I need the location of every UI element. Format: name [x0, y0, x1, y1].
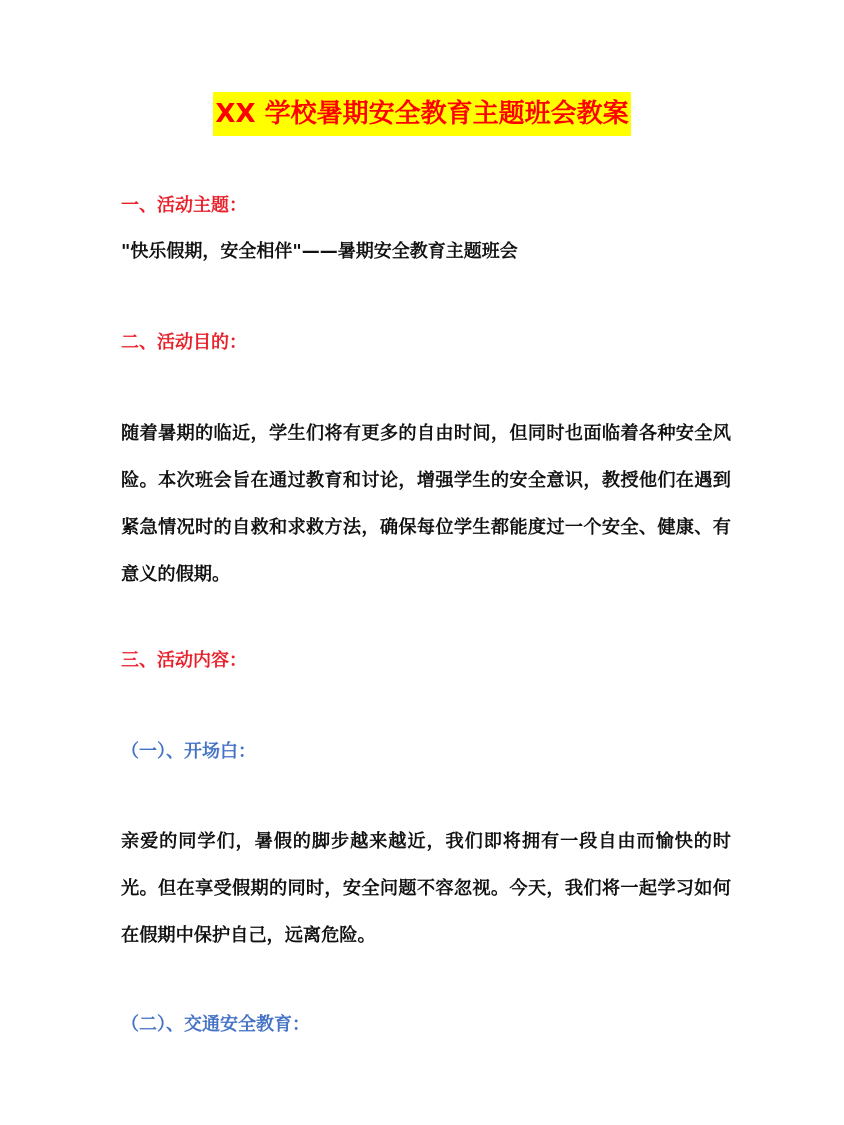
section-heading-purpose: 二、活动目的：: [121, 332, 247, 353]
purpose-paragraph: 随着暑期的临近，学生们将有更多的自由时间，但同时也面临着各种安全风险。本次班会旨在通过教育和讨论，增强学生的安全意识，教授他们在遇到紧急情况时的自救和求救方法，确保每位学生都能度过一个安全、健康、有意义的假期。: [121, 423, 731, 585]
subsection-heading-opening: （一）、开场白：: [121, 741, 256, 762]
document-title: XX 学校暑期安全教育主题班会教案: [213, 92, 630, 136]
subsection-heading-traffic-safety: （二）、交通安全教育：: [121, 1014, 310, 1035]
section-heading-content: 三、活动内容：: [121, 650, 247, 671]
opening-paragraph: 亲爱的同学们，暑假的脚步越来越近，我们即将拥有一段自由而愉快的时光。但在享受假期的同时，安全问题不容忽视。今天，我们将一起学习如何在假期中保护自己，远离危险。: [121, 831, 731, 946]
activity-theme-text: "快乐假期，安全相伴"——暑期安全教育主题班会: [121, 241, 518, 262]
title-container: [0, 92, 844, 136]
section-heading-theme: 一、活动主题：: [121, 195, 247, 216]
